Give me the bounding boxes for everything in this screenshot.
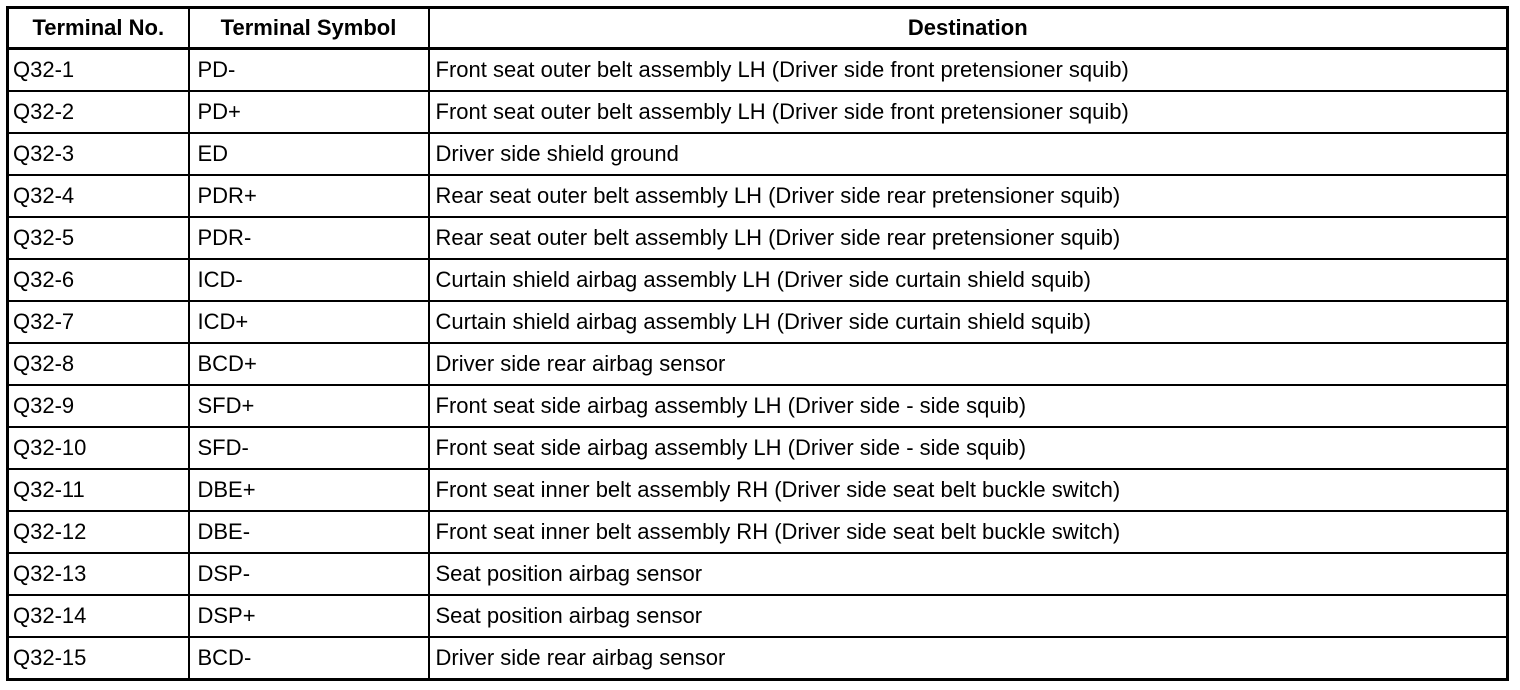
- terminal-no-cell: Q32-4: [8, 175, 189, 217]
- destination-cell: Rear seat outer belt assembly LH (Driver side rear pretensioner squib): [429, 175, 1508, 217]
- destination-cell: Front seat side airbag assembly LH (Driver side - side squib): [429, 427, 1508, 469]
- destination-cell: Curtain shield airbag assembly LH (Driver side curtain shield squib): [429, 301, 1508, 343]
- terminal-no-cell: Q32-14: [8, 595, 189, 637]
- table-row: [8, 49, 1508, 92]
- terminal-symbol-cell: SFD-: [189, 427, 429, 469]
- destination-cell: Seat position airbag sensor: [429, 595, 1508, 637]
- destination-cell: Front seat inner belt assembly RH (Driver side seat belt buckle switch): [429, 469, 1508, 511]
- table-row: [8, 469, 1508, 511]
- table-row: [8, 301, 1508, 343]
- terminal-table: [6, 6, 1509, 681]
- terminal-symbol-cell: ED: [189, 133, 429, 175]
- terminal-symbol-cell: SFD+: [189, 385, 429, 427]
- terminal-symbol-cell: BCD+: [189, 343, 429, 385]
- table-row: [8, 217, 1508, 259]
- terminal-no-cell: Q32-3: [8, 133, 189, 175]
- table-row: [8, 385, 1508, 427]
- terminal-no-cell: Q32-15: [8, 637, 189, 680]
- table-header-row: [8, 8, 1508, 49]
- destination-cell: Curtain shield airbag assembly LH (Driver side curtain shield squib): [429, 259, 1508, 301]
- table-row: [8, 511, 1508, 553]
- terminal-symbol-cell: DBE-: [189, 511, 429, 553]
- table-row: [8, 343, 1508, 385]
- destination-cell: Front seat inner belt assembly RH (Driver side seat belt buckle switch): [429, 511, 1508, 553]
- terminal-symbol-cell: BCD-: [189, 637, 429, 680]
- table-row: [8, 259, 1508, 301]
- terminal-no-cell: Q32-7: [8, 301, 189, 343]
- header-terminal-no: Terminal No.: [8, 8, 189, 49]
- table-row: [8, 427, 1508, 469]
- terminal-symbol-cell: ICD-: [189, 259, 429, 301]
- terminal-no-cell: Q32-8: [8, 343, 189, 385]
- terminal-symbol-cell: PDR-: [189, 217, 429, 259]
- terminal-symbol-cell: PDR+: [189, 175, 429, 217]
- table-row: [8, 91, 1508, 133]
- table-row: [8, 637, 1508, 680]
- destination-cell: Front seat side airbag assembly LH (Driver side - side squib): [429, 385, 1508, 427]
- destination-cell: Driver side rear airbag sensor: [429, 343, 1508, 385]
- destination-cell: Rear seat outer belt assembly LH (Driver side rear pretensioner squib): [429, 217, 1508, 259]
- table-row: [8, 595, 1508, 637]
- destination-cell: Seat position airbag sensor: [429, 553, 1508, 595]
- terminal-no-cell: Q32-6: [8, 259, 189, 301]
- terminal-symbol-cell: ICD+: [189, 301, 429, 343]
- terminal-no-cell: Q32-11: [8, 469, 189, 511]
- table-row: [8, 133, 1508, 175]
- terminal-no-cell: Q32-9: [8, 385, 189, 427]
- table-row: [8, 553, 1508, 595]
- destination-cell: Front seat outer belt assembly LH (Driver side front pretensioner squib): [429, 49, 1508, 92]
- destination-cell: Driver side rear airbag sensor: [429, 637, 1508, 680]
- header-destination: Destination: [429, 8, 1508, 49]
- terminal-no-cell: Q32-13: [8, 553, 189, 595]
- terminal-symbol-cell: PD+: [189, 91, 429, 133]
- terminal-no-cell: Q32-10: [8, 427, 189, 469]
- table-row: [8, 175, 1508, 217]
- terminal-no-cell: Q32-2: [8, 91, 189, 133]
- destination-cell: Front seat outer belt assembly LH (Driver side front pretensioner squib): [429, 91, 1508, 133]
- terminal-no-cell: Q32-1: [8, 49, 189, 92]
- terminal-no-cell: Q32-12: [8, 511, 189, 553]
- terminal-symbol-cell: PD-: [189, 49, 429, 92]
- header-terminal-symbol: Terminal Symbol: [189, 8, 429, 49]
- terminal-no-cell: Q32-5: [8, 217, 189, 259]
- destination-cell: Driver side shield ground: [429, 133, 1508, 175]
- terminal-symbol-cell: DSP-: [189, 553, 429, 595]
- terminal-table-container: [6, 6, 1509, 681]
- terminal-symbol-cell: DSP+: [189, 595, 429, 637]
- terminal-symbol-cell: DBE+: [189, 469, 429, 511]
